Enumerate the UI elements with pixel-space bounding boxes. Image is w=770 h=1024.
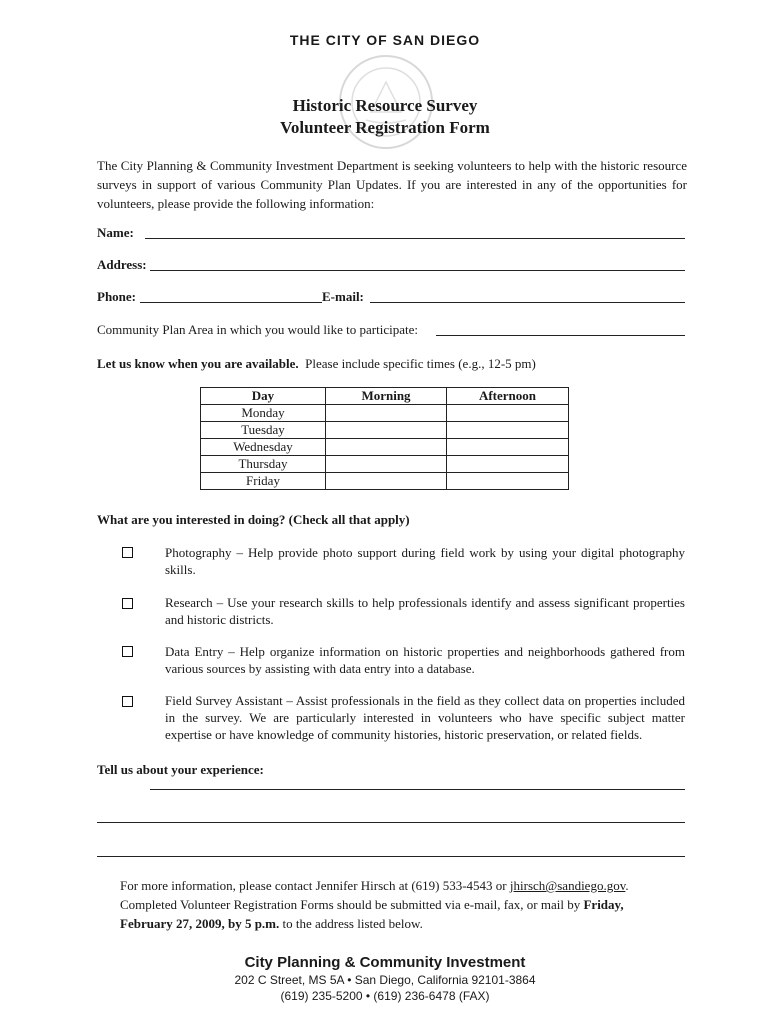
email-field[interactable] [370,302,685,303]
experience-heading: Tell us about your experience: [97,762,264,777]
table-row [201,456,569,473]
morning-cell[interactable] [326,473,447,490]
afternoon-cell[interactable] [447,439,569,456]
availability-prompt-bold: Let us know when you are available. [97,356,299,371]
table-row [201,405,569,422]
experience-line-3[interactable] [97,856,685,857]
experience-line-2[interactable] [97,822,685,823]
contact-text: For more information, please contact Jennifer Hirsch at (619) 533-4543 or [120,878,510,893]
morning-cell[interactable] [326,439,447,456]
research-checkbox[interactable] [122,598,133,609]
phone-field[interactable] [140,302,322,303]
intro-paragraph: The City Planning & Community Investment Department is seeking volunteers to help with the historic resource surveys in support of various Community Plan Updates. If you are interested in any of the opportunities for volunteers, please provide the following information: [97,158,687,211]
department-name: City Planning & Community Investment [244,954,526,971]
afternoon-cell[interactable] [447,473,569,490]
address-label: Address: [97,257,147,272]
col-header-afternoon: Afternoon [447,388,569,405]
plan-area-label: Community Plan Area in which you would like to participate: [97,322,418,337]
contact-text-end: . [625,878,629,893]
availability-prompt-rest: Please include specific times (e.g., 12-5 pm) [305,356,536,371]
contact-email-link[interactable]: jhirsch@sandiego.gov [509,878,626,893]
availability-table [200,387,569,490]
morning-cell[interactable] [326,405,447,422]
day-cell: Wednesday [201,439,326,456]
table-header-row [201,388,569,405]
morning-cell[interactable] [326,422,447,439]
table-row [201,473,569,490]
afternoon-cell[interactable] [447,405,569,422]
name-label: Name: [97,225,134,240]
photography-checkbox[interactable] [122,547,133,558]
phone-label: Phone: [97,289,136,304]
day-cell: Thursday [201,456,326,473]
day-cell: Friday [201,473,326,490]
morning-cell[interactable] [326,456,447,473]
photography-option: Photography – Help provide photo support during field work by using your digital photography skills. [165,545,685,577]
department-phone: (619) 235-5200 • (619) 236-6478 (FAX) [280,989,490,1003]
day-cell: Tuesday [201,422,326,439]
afternoon-cell[interactable] [447,456,569,473]
col-header-day: Day [201,388,326,405]
submission-deadline: Friday, February 27, 2009, by 5 p.m. [120,897,624,931]
afternoon-cell[interactable] [447,422,569,439]
table-row [201,439,569,456]
name-field[interactable] [145,238,685,239]
field-survey-option: Field Survey Assistant – Assist professionals in the field as they collect data on properties included in the survey. We are particularly interested in volunteers who have specific subject matter expertise or have knowledge of community histories, historic preservation, or related fields. [165,693,685,742]
availability-prompt [97,356,536,372]
form-title-line2: Volunteer Registration Form [280,118,490,137]
table-row [201,422,569,439]
field-survey-checkbox[interactable] [122,696,133,707]
department-address: 202 C Street, MS 5A • San Diego, California 92101-3864 [234,973,536,987]
submission-text: Completed Volunteer Registration Forms should be submitted via e-mail, fax, or mail by [120,897,584,912]
data-entry-option: Data Entry – Help organize information on historic properties and neighborhoods gathered from various sources by assisting with data entry into a database. [165,644,685,676]
data-entry-checkbox[interactable] [122,646,133,657]
research-option: Research – Use your research skills to help professionals identify and assess significant properties and historic districts. [165,595,685,627]
address-field[interactable] [150,270,685,271]
col-header-morning: Morning [326,388,447,405]
plan-area-field[interactable] [436,335,685,336]
experience-line-1[interactable] [150,789,685,790]
form-title-line1: Historic Resource Survey [292,96,478,115]
organization-name: THE CITY OF SAN DIEGO [289,32,481,48]
day-cell: Monday [201,405,326,422]
submission-text-end: to the address listed below. [279,916,423,931]
contact-paragraph [120,876,670,933]
email-label: E-mail: [322,289,364,304]
interests-heading: What are you interested in doing? (Check all that apply) [97,512,410,527]
